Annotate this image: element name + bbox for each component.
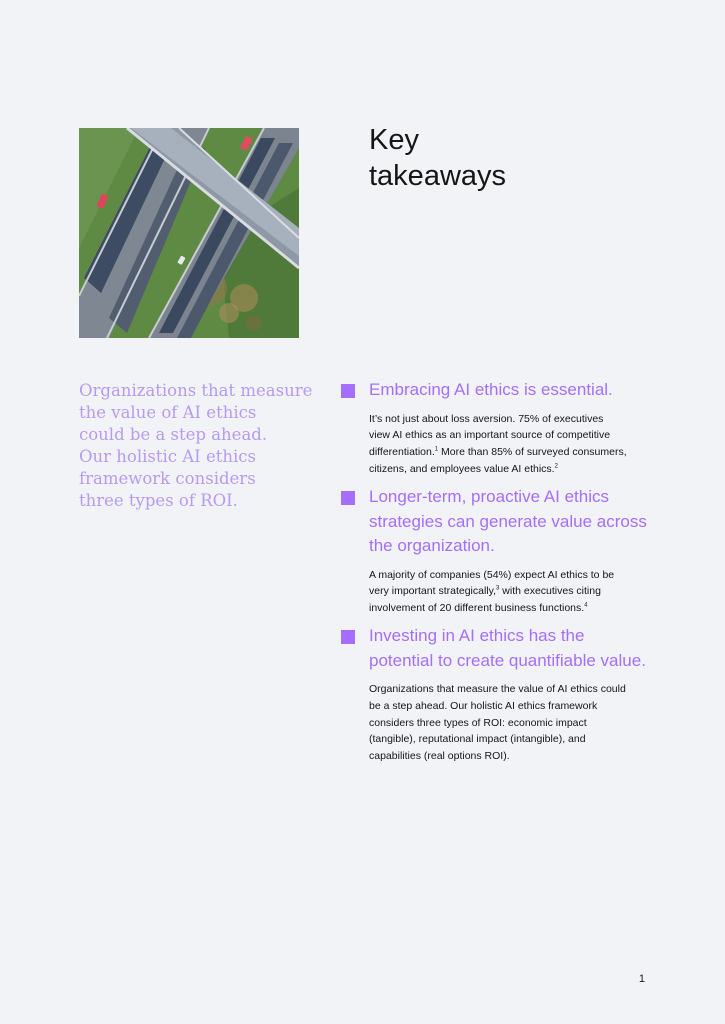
body-line: (tangible), reputational impact (intangible), and xyxy=(369,733,586,746)
body-line: A majority of companies (54%) expect AI ethics to be xyxy=(369,568,615,581)
takeaway-heading-line: strategies can generate value across xyxy=(369,511,647,531)
takeaway-item xyxy=(341,624,661,765)
square-bullet-icon xyxy=(341,491,355,505)
body-line: considers three types of ROI: economic impact xyxy=(369,716,587,729)
body-line: capabilities (real options ROI). xyxy=(369,750,510,763)
body-line: citizens, and employees value AI ethics.$^2$ xyxy=(369,462,558,475)
page-number: 1 xyxy=(638,973,645,985)
footnote-ref: 1 xyxy=(434,446,439,453)
footnote-ref: 4 xyxy=(584,602,588,609)
body-line: be a step ahead. Our holistic AI ethics framework xyxy=(369,699,598,712)
takeaway-body xyxy=(369,567,661,617)
takeaway-heading-line: Embracing AI ethics is essential. xyxy=(369,380,613,399)
body-line: differentiation.$^1$ More than 85% of surveyed consumers, xyxy=(369,446,627,459)
body-line: Organizations that measure the value of AI ethics could xyxy=(369,683,626,695)
body-line: It’s not just about loss aversion. 75% of executives xyxy=(369,412,604,425)
square-bullet-icon xyxy=(341,384,355,398)
title-line-1: Key xyxy=(369,124,419,156)
takeaway-item xyxy=(341,378,661,478)
takeaway-item xyxy=(341,485,661,617)
takeaway-heading xyxy=(369,485,661,559)
pull-quote xyxy=(79,380,319,512)
pull-quote-line: could be a step ahead. xyxy=(79,425,268,444)
takeaway-body xyxy=(369,411,661,478)
pull-quote-line: framework considers xyxy=(79,469,256,488)
takeaway-heading xyxy=(369,378,661,403)
pull-quote-line: the value of AI ethics xyxy=(79,403,257,422)
takeaway-heading-line: potential to create quantifiable value. xyxy=(369,650,646,670)
aerial-highway-photo xyxy=(79,128,299,338)
pull-quote-line: Our holistic AI ethics xyxy=(79,447,256,466)
footnote-ref: 3 xyxy=(496,585,500,592)
takeaway-body xyxy=(369,681,661,765)
footnote-ref: 2 xyxy=(554,463,558,470)
takeaway-heading xyxy=(369,624,661,673)
takeaway-heading-line: the organization. xyxy=(369,536,495,555)
takeaway-heading-line: Longer-term, proactive AI ethics xyxy=(369,487,610,506)
pull-quote-line: Organizations that measure xyxy=(79,381,313,400)
body-line: involvement of 20 different business functions.$^4$ xyxy=(369,602,588,615)
body-line: very important strategically,$^3$ with executives citing xyxy=(369,585,601,598)
takeaway-heading-line: Investing in AI ethics has the xyxy=(369,626,585,645)
square-bullet-icon xyxy=(341,630,355,644)
page-title xyxy=(369,122,669,194)
body-line: view AI ethics as an important source of competitive xyxy=(369,429,611,442)
pull-quote-line: three types of ROI. xyxy=(79,491,238,510)
title-line-2: takeaways xyxy=(369,160,507,192)
